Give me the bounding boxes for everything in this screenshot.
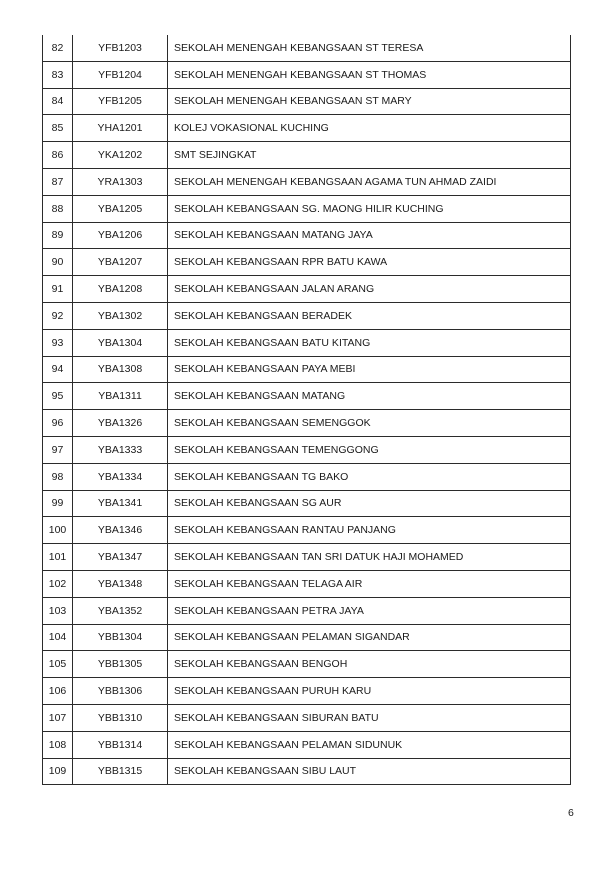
school-code: YBB1314 [73, 731, 168, 758]
row-number: 99 [43, 490, 73, 517]
school-code: YBA1341 [73, 490, 168, 517]
school-code: YBA1334 [73, 463, 168, 490]
school-name: SEKOLAH KEBANGSAAN PURUH KARU [168, 678, 571, 705]
row-number: 102 [43, 570, 73, 597]
school-name: SMT SEJINGKAT [168, 142, 571, 169]
school-code: YBB1310 [73, 704, 168, 731]
row-number: 96 [43, 410, 73, 437]
school-name: SEKOLAH KEBANGSAAN PELAMAN SIDUNUK [168, 731, 571, 758]
school-code: YFB1204 [73, 61, 168, 88]
table-row [43, 463, 571, 490]
school-name: SEKOLAH MENENGAH KEBANGSAAN ST TERESA [168, 35, 571, 61]
table-row [43, 731, 571, 758]
row-number: 85 [43, 115, 73, 142]
row-number: 93 [43, 329, 73, 356]
table-row [43, 329, 571, 356]
school-name: SEKOLAH KEBANGSAAN PELAMAN SIGANDAR [168, 624, 571, 651]
row-number: 82 [43, 35, 73, 61]
school-name: SEKOLAH MENENGAH KEBANGSAAN ST MARY [168, 88, 571, 115]
table-row [43, 383, 571, 410]
table-row [43, 597, 571, 624]
school-code: YBB1306 [73, 678, 168, 705]
school-name: SEKOLAH KEBANGSAAN MATANG JAYA [168, 222, 571, 249]
row-number: 88 [43, 195, 73, 222]
table-row [43, 35, 571, 61]
school-name: SEKOLAH KEBANGSAAN SEMENGGOK [168, 410, 571, 437]
row-number: 94 [43, 356, 73, 383]
row-number: 91 [43, 276, 73, 303]
row-number: 98 [43, 463, 73, 490]
row-number: 95 [43, 383, 73, 410]
table-row [43, 651, 571, 678]
table-row [43, 168, 571, 195]
school-name: SEKOLAH KEBANGSAAN SIBU LAUT [168, 758, 571, 785]
school-code: YRA1303 [73, 168, 168, 195]
table-row [43, 436, 571, 463]
school-name: SEKOLAH KEBANGSAAN RANTAU PANJANG [168, 517, 571, 544]
school-list-table [42, 35, 571, 785]
school-name: SEKOLAH KEBANGSAAN RPR BATU KAWA [168, 249, 571, 276]
table-row [43, 410, 571, 437]
table-row [43, 195, 571, 222]
table-row [43, 249, 571, 276]
row-number: 101 [43, 544, 73, 571]
school-code: YBA1308 [73, 356, 168, 383]
row-number: 107 [43, 704, 73, 731]
table-row [43, 276, 571, 303]
school-code: YBA1352 [73, 597, 168, 624]
school-code: YFB1205 [73, 88, 168, 115]
table-row [43, 544, 571, 571]
table-row [43, 61, 571, 88]
row-number: 97 [43, 436, 73, 463]
row-number: 103 [43, 597, 73, 624]
table-row [43, 624, 571, 651]
school-code: YBA1326 [73, 410, 168, 437]
school-name: SEKOLAH KEBANGSAAN TAN SRI DATUK HAJI MOHAMED [168, 544, 571, 571]
school-code: YBA1206 [73, 222, 168, 249]
table-row [43, 517, 571, 544]
table-row [43, 115, 571, 142]
school-code: YBA1348 [73, 570, 168, 597]
school-name: SEKOLAH KEBANGSAAN PAYA MEBI [168, 356, 571, 383]
table-row [43, 88, 571, 115]
row-number: 86 [43, 142, 73, 169]
school-code: YKA1202 [73, 142, 168, 169]
table-row [43, 356, 571, 383]
page-number: 6 [568, 807, 574, 819]
table-row [43, 222, 571, 249]
row-number: 92 [43, 302, 73, 329]
table-row [43, 490, 571, 517]
table-row [43, 704, 571, 731]
school-code: YBA1302 [73, 302, 168, 329]
school-code: YFB1203 [73, 35, 168, 61]
table-row [43, 758, 571, 785]
row-number: 105 [43, 651, 73, 678]
school-name: SEKOLAH KEBANGSAAN MATANG [168, 383, 571, 410]
school-list-body [43, 35, 571, 785]
school-code: YBB1315 [73, 758, 168, 785]
row-number: 84 [43, 88, 73, 115]
school-code: YBA1205 [73, 195, 168, 222]
school-name: SEKOLAH KEBANGSAAN SIBURAN BATU [168, 704, 571, 731]
table-row [43, 570, 571, 597]
row-number: 83 [43, 61, 73, 88]
table-row [43, 142, 571, 169]
school-name: SEKOLAH MENENGAH KEBANGSAAN ST THOMAS [168, 61, 571, 88]
table-row [43, 678, 571, 705]
school-code: YBA1304 [73, 329, 168, 356]
school-code: YBA1208 [73, 276, 168, 303]
row-number: 100 [43, 517, 73, 544]
school-name: SEKOLAH KEBANGSAAN SG AUR [168, 490, 571, 517]
school-code: YBB1305 [73, 651, 168, 678]
school-code: YBA1347 [73, 544, 168, 571]
school-code: YBA1207 [73, 249, 168, 276]
school-name: KOLEJ VOKASIONAL KUCHING [168, 115, 571, 142]
school-code: YBA1346 [73, 517, 168, 544]
school-code: YBA1311 [73, 383, 168, 410]
school-name: SEKOLAH KEBANGSAAN TEMENGGONG [168, 436, 571, 463]
school-name: SEKOLAH KEBANGSAAN SG. MAONG HILIR KUCHING [168, 195, 571, 222]
row-number: 87 [43, 168, 73, 195]
school-code: YHA1201 [73, 115, 168, 142]
school-name: SEKOLAH KEBANGSAAN TG BAKO [168, 463, 571, 490]
row-number: 104 [43, 624, 73, 651]
row-number: 90 [43, 249, 73, 276]
row-number: 108 [43, 731, 73, 758]
school-code: YBA1333 [73, 436, 168, 463]
school-name: SEKOLAH KEBANGSAAN BERADEK [168, 302, 571, 329]
school-name: SEKOLAH KEBANGSAAN PETRA JAYA [168, 597, 571, 624]
school-name: SEKOLAH KEBANGSAAN BENGOH [168, 651, 571, 678]
school-name: SEKOLAH KEBANGSAAN BATU KITANG [168, 329, 571, 356]
row-number: 89 [43, 222, 73, 249]
table-row [43, 302, 571, 329]
school-name: SEKOLAH KEBANGSAAN TELAGA AIR [168, 570, 571, 597]
row-number: 109 [43, 758, 73, 785]
school-name: SEKOLAH MENENGAH KEBANGSAAN AGAMA TUN AHMAD ZAIDI [168, 168, 571, 195]
school-code: YBB1304 [73, 624, 168, 651]
row-number: 106 [43, 678, 73, 705]
school-name: SEKOLAH KEBANGSAAN JALAN ARANG [168, 276, 571, 303]
